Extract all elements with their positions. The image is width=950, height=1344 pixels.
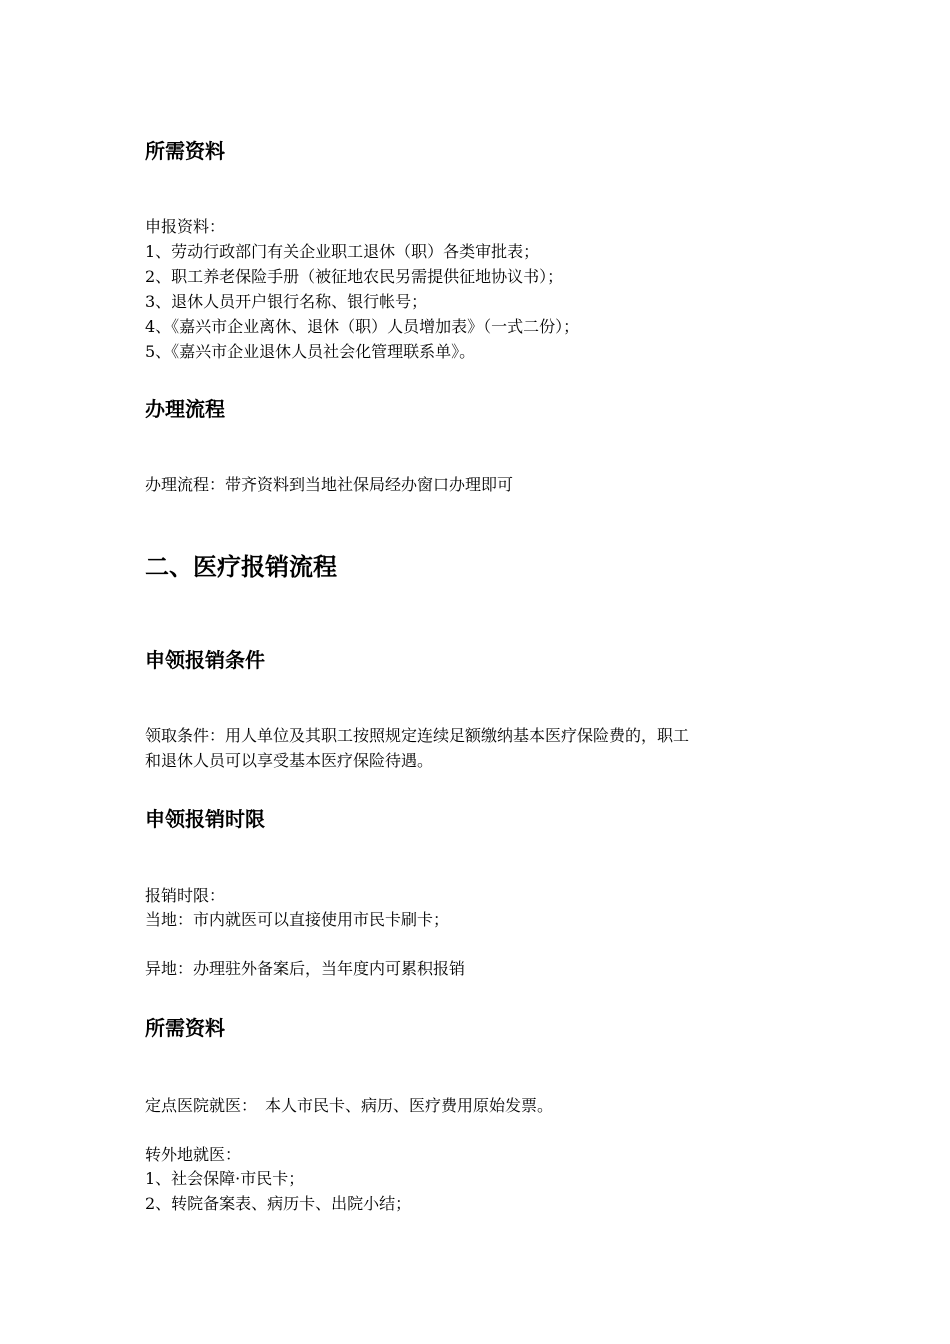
transfer-intro: 转外地就医： xyxy=(145,1145,242,1164)
materials-intro: 申报资料： xyxy=(145,217,226,236)
conditions-heading: 申领报销条件 xyxy=(145,648,265,672)
transfer-item-2: 2、转院备案表、病历卡、出院小结； xyxy=(145,1194,412,1213)
required-materials-heading: 所需资料 xyxy=(145,139,225,163)
materials-item-5: 5、《嘉兴市企业退休人员社会化管理联系单》。 xyxy=(145,342,476,361)
designated-hospital-text: 定点医院就医： 本人市民卡、病历、医疗费用原始发票。 xyxy=(145,1096,554,1115)
required-materials-heading-2: 所需资料 xyxy=(145,1016,225,1040)
materials-item-2: 2、职工养老保险手册（被征地农民另需提供征地协议书）； xyxy=(145,267,564,286)
process-heading: 办理流程 xyxy=(145,397,225,421)
section-title: 二、医疗报销流程 xyxy=(145,553,337,581)
conditions-line-1: 领取条件：用人单位及其职工按照规定连续足额缴纳基本医疗保险费的，职工 xyxy=(145,726,690,745)
materials-item-4: 4、《嘉兴市企业离休、退休（职）人员增加表》（一式二份）； xyxy=(145,317,580,336)
materials-item-3: 3、退休人员开户银行名称、银行帐号； xyxy=(145,292,428,311)
time-limit-remote: 异地：办理驻外备案后，当年度内可累积报销 xyxy=(145,959,466,978)
process-text: 办理流程：带齐资料到当地社保局经办窗口办理即可 xyxy=(145,475,514,494)
time-limit-intro: 报销时限： xyxy=(145,886,226,905)
time-limit-heading: 申领报销时限 xyxy=(145,807,265,831)
conditions-line-2: 和退休人员可以享受基本医疗保险待遇。 xyxy=(145,751,434,770)
materials-item-1: 1、劳动行政部门有关企业职工退休（职）各类审批表； xyxy=(145,242,540,261)
transfer-item-1: 1、社会保障·市民卡； xyxy=(145,1169,305,1188)
time-limit-local: 当地：市内就医可以直接使用市民卡刷卡； xyxy=(145,910,450,929)
